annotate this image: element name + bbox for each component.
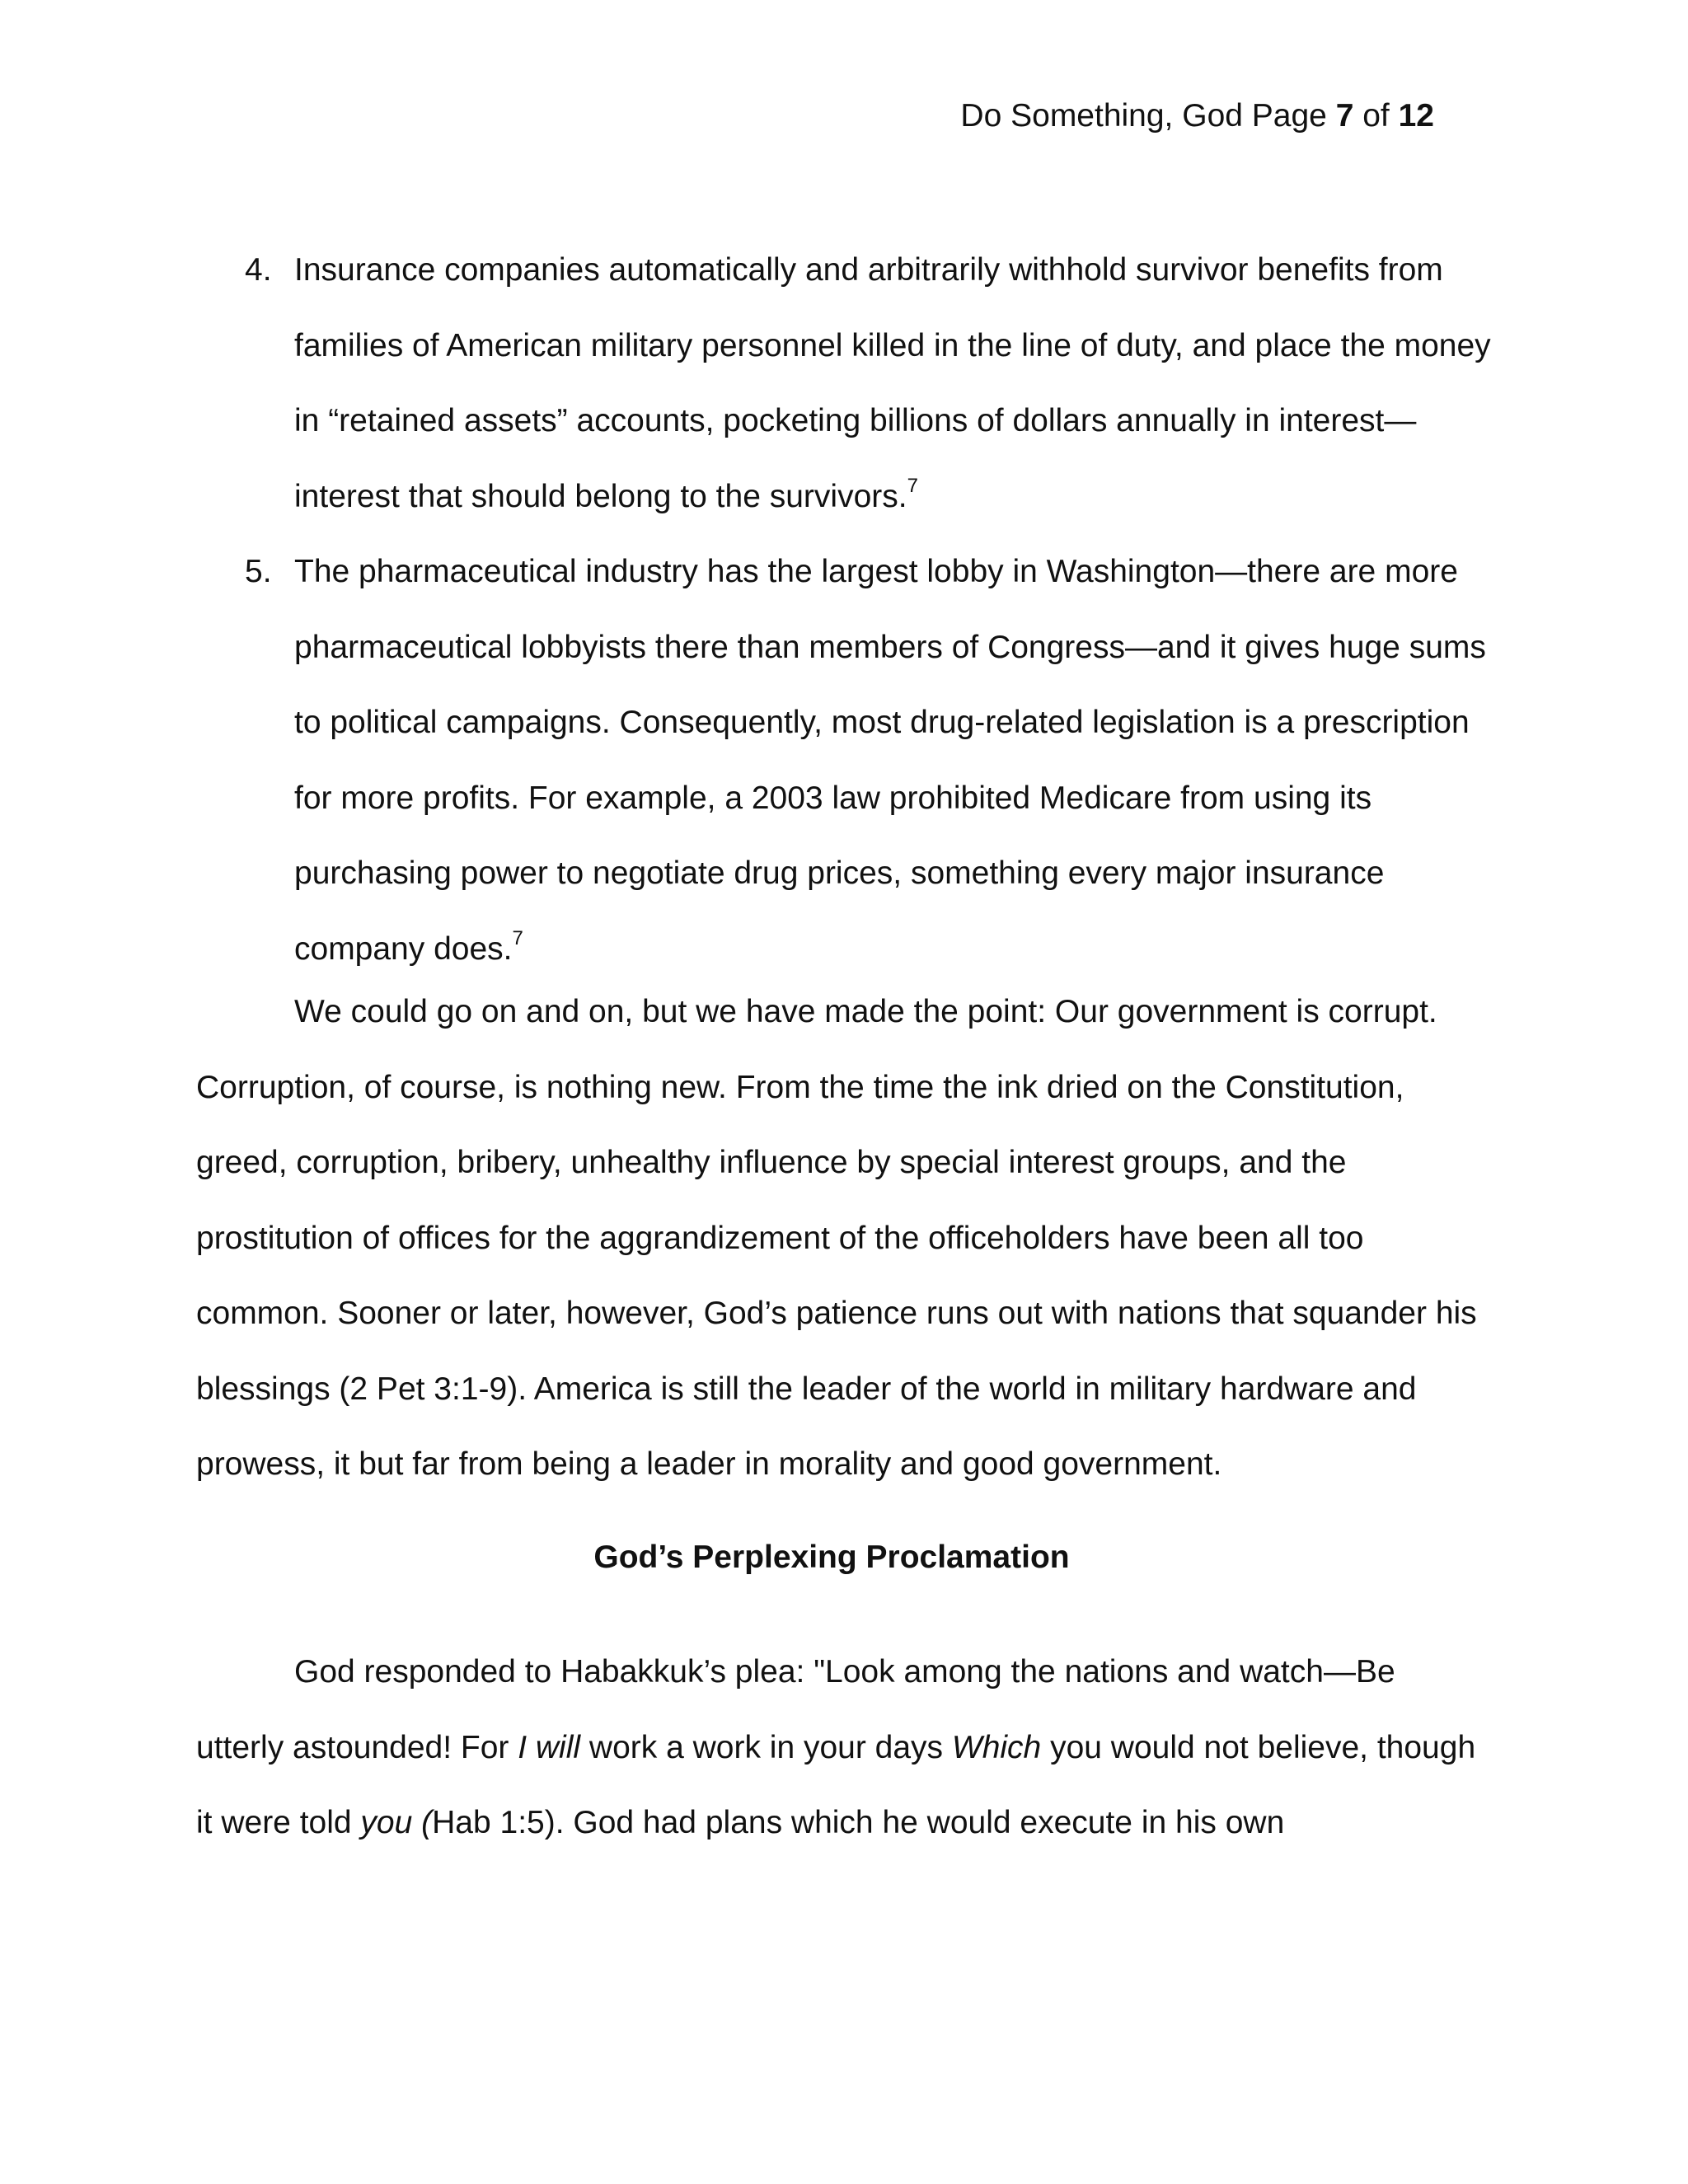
- list-item: [0, 232, 1514, 534]
- italic-text: you (: [360, 1805, 433, 1840]
- list-item-text: The pharmaceutical industry has the largest lobby in Washington—there are more pharmaceutical lobbyists there than members of Congress—and it gives huge sums to political campaigns. Consequently, most drug-related legislation is a prescription for more profits. For example, a 2003 law prohibited Medicare from using its purchasing power to negotiate drug prices, something every major insurance company does.: [294, 554, 1486, 967]
- list-item: [0, 534, 1514, 987]
- section-heading: God’s Perplexing Proclamation: [593, 1540, 1070, 1575]
- list-item-number: 5.: [245, 554, 272, 589]
- italic-text: Which: [951, 1729, 1042, 1765]
- list-item-number: 4.: [245, 252, 272, 288]
- header-separator: of: [1353, 98, 1399, 134]
- paragraph-text: you would not believe, though it were told: [196, 1729, 1476, 1840]
- list-item-text: Insurance companies automatically and arbitrarily withhold survivor benefits from families of American military personnel killed in the line of duty, and place the money in “retained assets” accounts, pocketing billions of dollars annually in interest—interest that should belong to the survivors.: [294, 252, 1491, 514]
- numbered-list: [0, 232, 1688, 987]
- paragraph-text: God responded to Habakkuk’s plea: "Look among the nations and watch—Be utterly astounded! For: [196, 1654, 1395, 1765]
- total-page-count: 12: [1398, 98, 1434, 134]
- page-header: [940, 92, 1434, 140]
- body-paragraph: [196, 1634, 1482, 1861]
- paragraph-text: work a work in your days: [580, 1729, 952, 1765]
- current-page-number: 7: [1335, 98, 1354, 134]
- paragraph-text: Hab 1:5). God had plans which he would execute in his own: [432, 1805, 1285, 1840]
- footnote-reference: 7: [907, 474, 918, 497]
- footnote-reference: 7: [512, 926, 523, 949]
- header-title: Do Something, God Page: [960, 98, 1336, 134]
- body-paragraph: We could go on and on, but we have made the point: Our government is corrupt. Corruption, of course, is nothing new. From the time the ink dried on the Constitution, greed, corruption, bribery, unhealthy influence by special interest groups, and the prostitution of offices for the aggrandizement of the officeholders have been all too common. Sooner or later, however, God’s patience runs out with nations that squander his blessings (2 Pet 3:1-9). America is still the leader of the world in military hardware and prowess, it but far from being a leader in morality and good government.: [196, 994, 1477, 1482]
- italic-text: I will: [518, 1729, 581, 1765]
